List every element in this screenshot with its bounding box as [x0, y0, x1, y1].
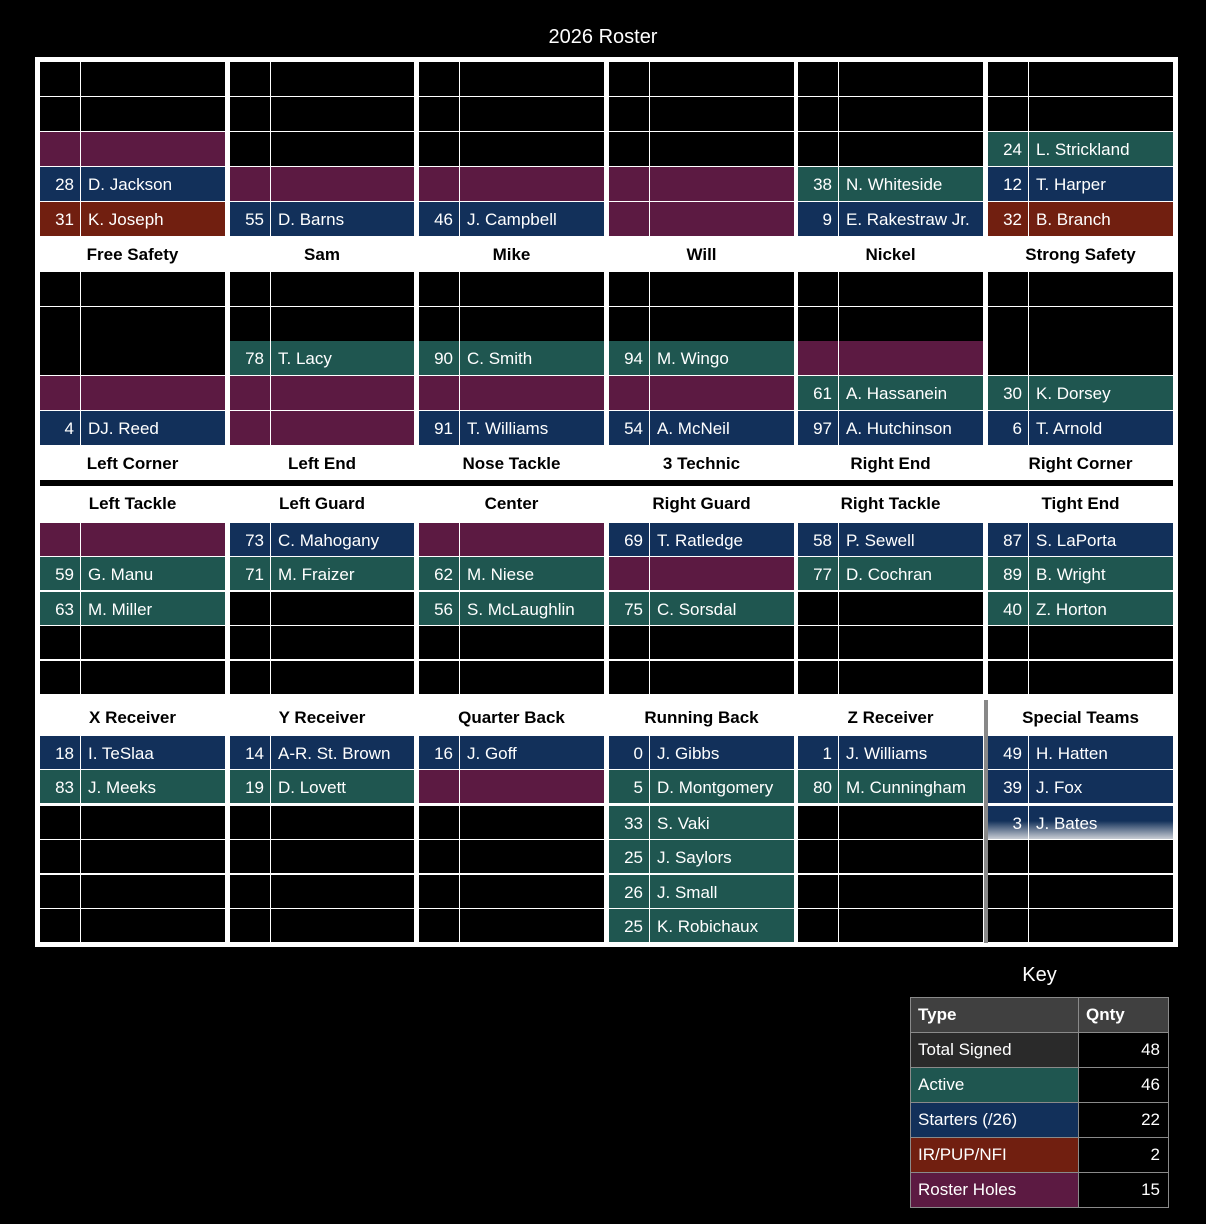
player-name [1029, 875, 1173, 908]
player-number: 28 [40, 167, 80, 201]
key-title: Key [1022, 964, 1057, 986]
player-name: T. Ratledge [650, 523, 794, 556]
player-number [40, 376, 80, 410]
player-name [460, 62, 604, 96]
player-name [81, 307, 225, 341]
special-teams-separator [984, 700, 988, 943]
player-number: 18 [40, 736, 80, 769]
player-name [650, 376, 794, 410]
key-type-label: IR/PUP/NFI [911, 1138, 1078, 1172]
player-number [988, 272, 1028, 306]
player-name: E. Rakestraw Jr. [839, 202, 983, 236]
player-name [271, 411, 414, 445]
player-number: 89 [988, 557, 1028, 590]
player-name [81, 875, 225, 908]
player-number [798, 307, 838, 341]
player-name: A. Hassanein [839, 376, 983, 410]
player-number [798, 840, 838, 873]
position-label: X Receiver [89, 708, 176, 727]
player-name [81, 523, 225, 556]
player-name [839, 97, 983, 131]
player-name [1029, 661, 1173, 694]
player-number [988, 97, 1028, 131]
player-name [460, 875, 604, 908]
player-name [839, 840, 983, 873]
player-name [1029, 840, 1173, 873]
player-number: 1 [798, 736, 838, 769]
key-quantity: 48 [1079, 1033, 1168, 1067]
player-number [230, 132, 270, 166]
player-number [40, 341, 80, 375]
position-label: Right Tackle [840, 494, 941, 513]
player-number [230, 62, 270, 96]
player-name: A-R. St. Brown [271, 736, 414, 769]
player-number: 0 [609, 736, 649, 769]
player-name [81, 341, 225, 375]
player-name [460, 770, 604, 803]
player-number [419, 132, 459, 166]
player-number [798, 626, 838, 659]
player-number [798, 97, 838, 131]
player-name [650, 661, 794, 694]
player-number: 46 [419, 202, 459, 236]
player-number: 71 [230, 557, 270, 590]
player-number: 77 [798, 557, 838, 590]
player-name [81, 132, 225, 166]
player-name [81, 806, 225, 839]
position-label: Right Guard [652, 494, 751, 513]
player-name [650, 557, 794, 590]
player-number: 33 [609, 806, 649, 839]
player-name: J. Meeks [81, 770, 225, 803]
player-name [271, 661, 414, 694]
key-quantity: 46 [1079, 1068, 1168, 1102]
player-number [230, 411, 270, 445]
player-number: 32 [988, 202, 1028, 236]
player-name: J. Small [650, 875, 794, 908]
player-number [230, 167, 270, 201]
player-name [271, 97, 414, 131]
position-label: Running Back [644, 708, 759, 727]
player-number [609, 626, 649, 659]
player-number [988, 307, 1028, 341]
player-number: 19 [230, 770, 270, 803]
player-number [419, 167, 459, 201]
position-label: Left End [288, 454, 356, 473]
player-number: 75 [609, 592, 649, 625]
player-name: J. Campbell [460, 202, 604, 236]
player-number: 83 [40, 770, 80, 803]
position-label: Free Safety [86, 245, 179, 264]
player-number [230, 840, 270, 873]
player-number [419, 661, 459, 694]
player-number [798, 341, 838, 375]
player-number [230, 875, 270, 908]
player-number: 58 [798, 523, 838, 556]
player-number: 30 [988, 376, 1028, 410]
player-name: L. Strickland [1029, 132, 1173, 166]
player-number [230, 661, 270, 694]
player-name [1029, 909, 1173, 942]
player-number: 31 [40, 202, 80, 236]
player-number [609, 97, 649, 131]
player-number: 69 [609, 523, 649, 556]
position-label: Nose Tackle [462, 454, 561, 473]
player-name [81, 626, 225, 659]
player-name [839, 62, 983, 96]
player-number: 25 [609, 909, 649, 942]
key-header-qty: Qnty [1079, 998, 1168, 1032]
player-name: S. McLaughlin [460, 592, 604, 625]
key-type-label: Starters (/26) [911, 1103, 1078, 1137]
player-name [839, 132, 983, 166]
player-number [609, 376, 649, 410]
player-number [419, 806, 459, 839]
position-label: Strong Safety [1025, 245, 1136, 264]
player-name: D. Montgomery [650, 770, 794, 803]
player-number: 59 [40, 557, 80, 590]
player-name [839, 875, 983, 908]
player-name [650, 97, 794, 131]
player-number [230, 592, 270, 625]
player-name [271, 132, 414, 166]
player-name [460, 661, 604, 694]
player-name: M. Niese [460, 557, 604, 590]
player-name: K. Robichaux [650, 909, 794, 942]
player-number: 90 [419, 341, 459, 375]
player-name [1029, 341, 1173, 375]
player-number [419, 909, 459, 942]
player-number [40, 307, 80, 341]
player-name [650, 272, 794, 306]
position-label: Y Receiver [278, 708, 366, 727]
player-number [609, 62, 649, 96]
position-label: Right End [850, 454, 931, 473]
player-name: D. Barns [271, 202, 414, 236]
player-number: 63 [40, 592, 80, 625]
player-name: S. LaPorta [1029, 523, 1173, 556]
player-number [609, 202, 649, 236]
player-number [988, 626, 1028, 659]
player-name [839, 307, 983, 341]
player-name: M. Fraizer [271, 557, 414, 590]
player-number [230, 376, 270, 410]
player-name: J. Gibbs [650, 736, 794, 769]
player-number [230, 806, 270, 839]
player-number: 14 [230, 736, 270, 769]
player-number [988, 875, 1028, 908]
player-name [271, 272, 414, 306]
player-number [419, 272, 459, 306]
player-name [460, 909, 604, 942]
player-number [40, 272, 80, 306]
player-name: S. Vaki [650, 806, 794, 839]
player-number [40, 840, 80, 873]
player-number [419, 626, 459, 659]
player-name: I. TeSlaa [81, 736, 225, 769]
player-number [40, 626, 80, 659]
player-name: J. Bates [1029, 806, 1173, 839]
position-label: Center [484, 494, 539, 513]
player-number [419, 523, 459, 556]
player-number [798, 875, 838, 908]
player-name [271, 909, 414, 942]
player-name [650, 202, 794, 236]
player-name: G. Manu [81, 557, 225, 590]
player-name [1029, 307, 1173, 341]
key-quantity: 22 [1079, 1103, 1168, 1137]
player-number: 56 [419, 592, 459, 625]
player-name: J. Williams [839, 736, 983, 769]
player-name [839, 626, 983, 659]
player-name [650, 62, 794, 96]
player-name: M. Wingo [650, 341, 794, 375]
player-name: D. Jackson [81, 167, 225, 201]
player-name: Z. Horton [1029, 592, 1173, 625]
player-name: K. Joseph [81, 202, 225, 236]
player-number [798, 62, 838, 96]
player-number: 24 [988, 132, 1028, 166]
player-name: K. Dorsey [1029, 376, 1173, 410]
player-name: T. Harper [1029, 167, 1173, 201]
player-name [81, 272, 225, 306]
player-name [271, 806, 414, 839]
player-name: C. Mahogany [271, 523, 414, 556]
player-name [460, 132, 604, 166]
player-number [40, 62, 80, 96]
player-name [460, 167, 604, 201]
player-number [40, 97, 80, 131]
player-name: D. Lovett [271, 770, 414, 803]
player-number: 5 [609, 770, 649, 803]
player-number: 87 [988, 523, 1028, 556]
player-name: A. Hutchinson [839, 411, 983, 445]
player-name [1029, 97, 1173, 131]
player-number [609, 272, 649, 306]
player-number: 55 [230, 202, 270, 236]
player-name [839, 272, 983, 306]
player-name: B. Wright [1029, 557, 1173, 590]
player-number [419, 376, 459, 410]
player-number: 54 [609, 411, 649, 445]
position-label: Tight End [1041, 494, 1120, 513]
player-name [650, 167, 794, 201]
player-name: J. Fox [1029, 770, 1173, 803]
player-number [798, 909, 838, 942]
player-name [460, 272, 604, 306]
player-number [609, 307, 649, 341]
player-name [271, 62, 414, 96]
player-number: 6 [988, 411, 1028, 445]
player-name [1029, 626, 1173, 659]
player-name: P. Sewell [839, 523, 983, 556]
player-name [271, 376, 414, 410]
player-number [40, 523, 80, 556]
player-name: J. Goff [460, 736, 604, 769]
player-number [798, 592, 838, 625]
player-number [230, 909, 270, 942]
player-name: T. Williams [460, 411, 604, 445]
player-name: T. Arnold [1029, 411, 1173, 445]
player-number: 4 [40, 411, 80, 445]
player-name [460, 626, 604, 659]
position-label: 3 Technic [662, 454, 741, 473]
player-name [839, 592, 983, 625]
position-label: Z Receiver [847, 708, 934, 727]
key-quantity: 2 [1079, 1138, 1168, 1172]
player-number [988, 661, 1028, 694]
player-name: A. McNeil [650, 411, 794, 445]
player-number: 91 [419, 411, 459, 445]
player-name [650, 626, 794, 659]
player-name: C. Smith [460, 341, 604, 375]
position-label: Right Corner [1028, 454, 1133, 473]
player-name [81, 62, 225, 96]
player-name [460, 97, 604, 131]
player-number [798, 132, 838, 166]
player-name: M. Miller [81, 592, 225, 625]
player-name [839, 909, 983, 942]
player-number: 38 [798, 167, 838, 201]
player-number [419, 307, 459, 341]
position-label: Left Corner [86, 454, 179, 473]
page-title: 2026 Roster [548, 26, 658, 48]
player-name [460, 523, 604, 556]
position-label: Left Tackle [88, 494, 177, 513]
player-number [419, 840, 459, 873]
player-number [40, 875, 80, 908]
player-number [419, 62, 459, 96]
player-name [839, 341, 983, 375]
player-name [81, 97, 225, 131]
key-table [910, 997, 1169, 1208]
player-number [609, 132, 649, 166]
player-number: 26 [609, 875, 649, 908]
player-name [271, 626, 414, 659]
player-name: H. Hatten [1029, 736, 1173, 769]
player-number: 61 [798, 376, 838, 410]
player-number [40, 661, 80, 694]
player-number [988, 840, 1028, 873]
player-name [650, 132, 794, 166]
position-label: Mike [492, 245, 531, 264]
player-number [609, 167, 649, 201]
player-number [988, 341, 1028, 375]
player-name: DJ. Reed [81, 411, 225, 445]
player-name [1029, 62, 1173, 96]
player-name [839, 806, 983, 839]
player-name [650, 307, 794, 341]
player-number [609, 661, 649, 694]
key-type-label: Total Signed [911, 1033, 1078, 1067]
player-name [460, 307, 604, 341]
player-number [230, 626, 270, 659]
player-name [271, 167, 414, 201]
player-number: 16 [419, 736, 459, 769]
player-name [271, 592, 414, 625]
player-number: 49 [988, 736, 1028, 769]
player-number [798, 806, 838, 839]
player-number [609, 557, 649, 590]
player-name: D. Cochran [839, 557, 983, 590]
player-number [230, 307, 270, 341]
position-label: Quarter Back [458, 708, 565, 727]
player-number: 80 [798, 770, 838, 803]
player-number [40, 909, 80, 942]
player-number [419, 97, 459, 131]
key-quantity: 15 [1079, 1173, 1168, 1207]
player-number: 12 [988, 167, 1028, 201]
player-name [839, 661, 983, 694]
key-header-type: Type [911, 998, 1078, 1032]
position-label: Will [686, 245, 717, 264]
player-number [230, 272, 270, 306]
position-label: Special Teams [1022, 708, 1139, 727]
player-number [798, 272, 838, 306]
player-number [988, 62, 1028, 96]
player-name [1029, 272, 1173, 306]
player-number: 97 [798, 411, 838, 445]
player-number [988, 909, 1028, 942]
player-number: 40 [988, 592, 1028, 625]
player-number: 73 [230, 523, 270, 556]
player-number [798, 661, 838, 694]
position-label: Left Guard [279, 494, 365, 513]
player-name [81, 661, 225, 694]
player-name: N. Whiteside [839, 167, 983, 201]
position-label: Nickel [865, 245, 916, 264]
side-of-ball-divider [40, 480, 1173, 486]
player-name [460, 840, 604, 873]
position-label: Sam [304, 245, 340, 264]
player-name [81, 840, 225, 873]
player-name [81, 376, 225, 410]
player-name [271, 875, 414, 908]
player-number: 25 [609, 840, 649, 873]
player-number [230, 97, 270, 131]
player-number: 9 [798, 202, 838, 236]
player-number [419, 875, 459, 908]
player-number: 3 [988, 806, 1028, 839]
player-number: 94 [609, 341, 649, 375]
player-name: M. Cunningham [839, 770, 983, 803]
player-name [460, 376, 604, 410]
player-number: 39 [988, 770, 1028, 803]
player-name [271, 307, 414, 341]
player-number [40, 806, 80, 839]
player-name: B. Branch [1029, 202, 1173, 236]
key-type-label: Active [911, 1068, 1078, 1102]
player-name: C. Sorsdal [650, 592, 794, 625]
player-name: T. Lacy [271, 341, 414, 375]
player-name [81, 909, 225, 942]
player-number [40, 132, 80, 166]
key-type-label: Roster Holes [911, 1173, 1078, 1207]
player-name [271, 840, 414, 873]
player-name [460, 806, 604, 839]
player-number: 62 [419, 557, 459, 590]
player-number: 78 [230, 341, 270, 375]
player-name: J. Saylors [650, 840, 794, 873]
player-number [419, 770, 459, 803]
